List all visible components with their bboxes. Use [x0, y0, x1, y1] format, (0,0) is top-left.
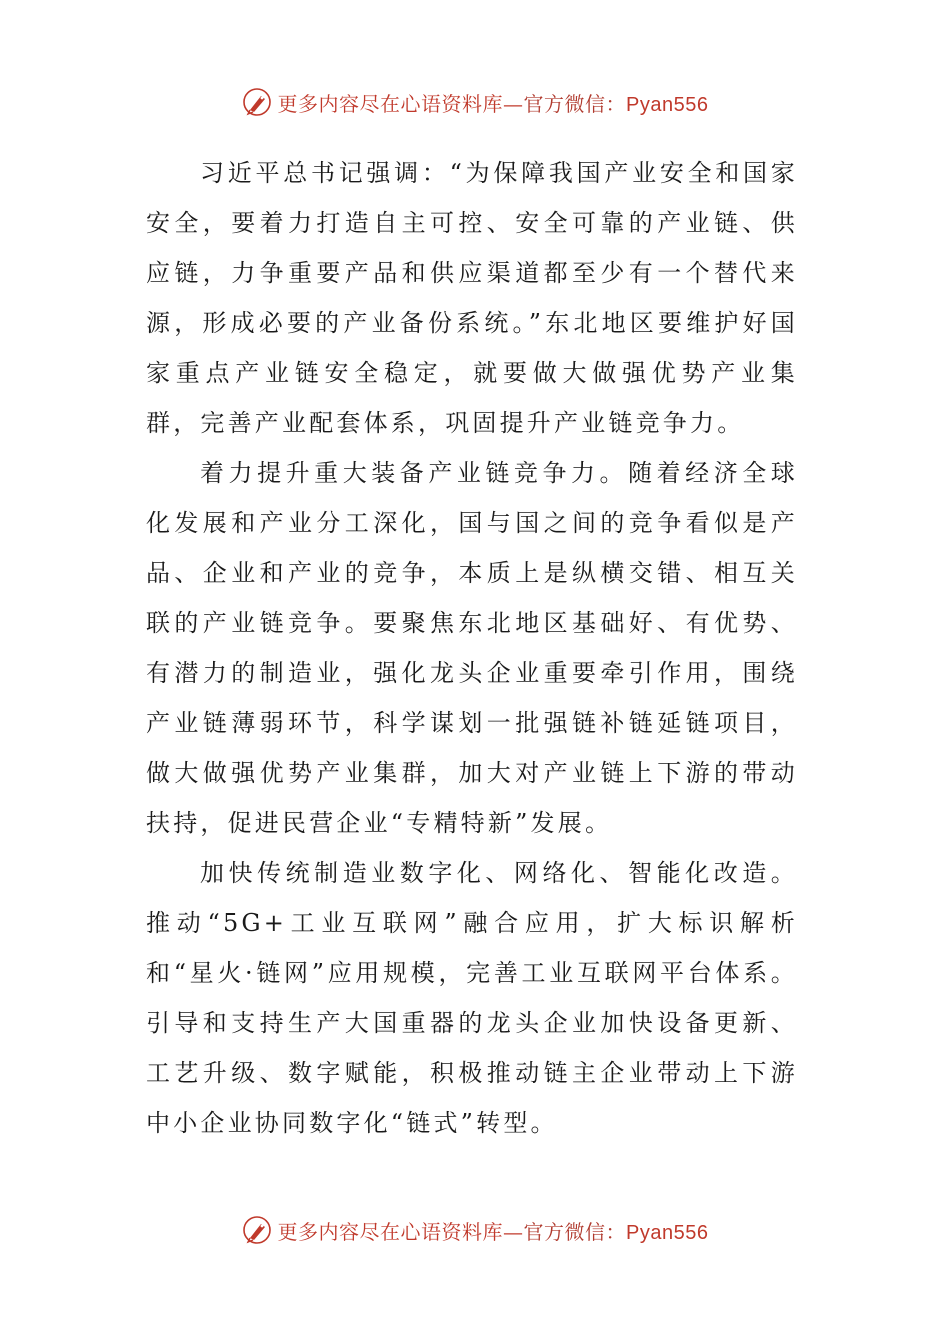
banner-wechat-label: 官方微信：: [523, 91, 627, 116]
banner-text: [278, 1216, 709, 1245]
banner-dash: —: [503, 1219, 524, 1244]
pen-nib-logo-icon: [242, 87, 272, 117]
footer-watermark-banner: [0, 1210, 950, 1250]
banner-dash: —: [503, 91, 524, 116]
banner-main-text: 更多内容尽在心语资料库: [277, 1219, 504, 1244]
banner-wechat-id: Pyan556: [626, 1221, 709, 1244]
header-watermark-banner: [0, 82, 950, 122]
paragraph-2: 着力提升重大装备产业链竞争力。随着经济全球化发展和产业分工深化，国与国之间的竞争看似是产品、企业和产业的竞争，本质上是纵横交错、相互关联的产业链竞争。要聚焦东北地区基础好、有优势、有潜力的制造业，强化龙头企业重要牵引作用，围绕产业链薄弱环节，科学谋划一批强链补链延链项目，做大做强优势产业集群，加大对产业链上下游的带动扶持，促进民营企业“专精特新”发展。: [146, 459, 798, 837]
paragraph-1: 习近平总书记强调：“为保障我国产业安全和国家安全，要着力打造自主可控、安全可靠的产业链、供应链，力争重要产品和供应渠道都至少有一个替代来源，形成必要的产业备份系统。”东北地区要维护好国家重点产业链安全稳定，就要做大做强优势产业集群，完善产业配套体系，巩固提升产业链竞争力。: [146, 159, 798, 437]
banner-wechat-label: 官方微信：: [523, 1219, 627, 1244]
banner-main-text: 更多内容尽在心语资料库: [277, 91, 504, 116]
banner-text: [278, 88, 709, 117]
banner-wechat-id: Pyan556: [626, 93, 709, 116]
paragraph-3: 加快传统制造业数字化、网络化、智能化改造。推动“5G+工业互联网”融合应用，扩大标识解析和“星火·链网”应用规模，完善工业互联网平台体系。引导和支持生产大国重器的龙头企业加快设备更新、工艺升级、数字赋能，积极推动链主企业带动上下游中小企业协同数字化“链式”转型。: [146, 859, 798, 1137]
pen-nib-logo-icon: [242, 1215, 272, 1245]
document-body: [146, 148, 798, 1148]
